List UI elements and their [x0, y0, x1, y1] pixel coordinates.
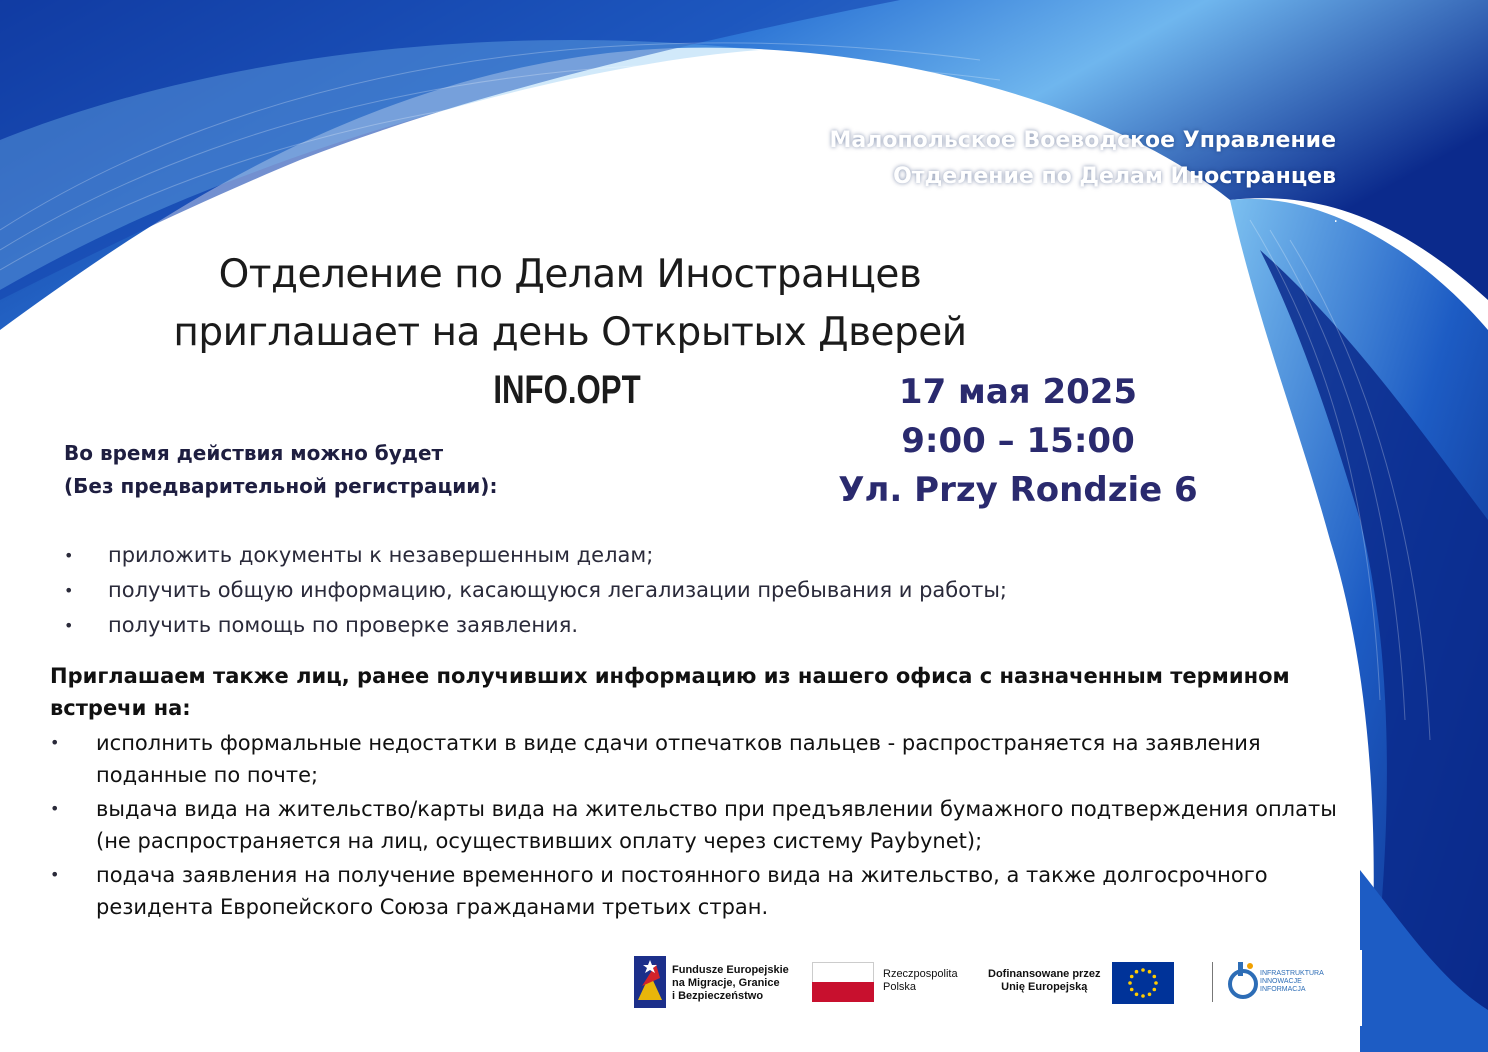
- list-item: [50, 727, 1360, 791]
- list-item-text: подача заявления на получение временного и постоянного вида на жительство, а также долгосрочного резидента Европейского Союза гражданами третьих стран.: [96, 863, 1268, 919]
- eu-flag-icon: [1112, 962, 1174, 1004]
- bullet-icon: •: [64, 581, 74, 600]
- list-item-text: исполнить формальные недостатки в виде сдачи отпечатков пальцев - распространяется на заявления поданные по почте;: [96, 731, 1261, 787]
- event-name: INFO.OPT: [493, 368, 641, 412]
- eu-cofunding-caption-line: Dofinansowane przez: [988, 968, 1101, 980]
- bullet-icon: •: [50, 799, 60, 818]
- eu-funds-caption-line: na Migracje, Granice: [672, 977, 780, 989]
- infrastructure-caption: [1260, 970, 1324, 994]
- list-item-text: приложить документы к незавершенным делам;: [108, 543, 654, 567]
- poland-caption-line: Rzeczpospolita: [883, 968, 958, 980]
- invite-paragraph: Приглашаем также лиц, ранее получивших информацию из нашего офиса с назначенным термином встречи на:: [50, 664, 1290, 720]
- bullet-icon: •: [50, 733, 60, 752]
- poland-caption: [883, 968, 958, 994]
- event-date: 17 мая 2025: [898, 372, 1138, 412]
- office-name: Малопольское Воеводское Управление: [829, 128, 1336, 153]
- event-address: Ул. Przy Rondzie 6: [838, 470, 1198, 510]
- services-list: [64, 538, 1164, 643]
- poland-flag-icon: [812, 962, 874, 1002]
- infrastructure-caption-line: INFRASTRUKTURA: [1260, 970, 1324, 977]
- infrastructure-caption-line: INNOWACJE: [1260, 978, 1302, 985]
- eu-funds-caption-line: Fundusze Europejskie: [672, 964, 789, 976]
- funding-logo-bar: [620, 950, 1362, 1026]
- poland-caption-line: Polska: [883, 981, 917, 993]
- event-time: 9:00 – 15:00: [901, 421, 1135, 461]
- bullet-icon: •: [64, 616, 74, 635]
- infrastructure-caption-line: INFORMACJA: [1260, 986, 1306, 993]
- eu-cofunding-caption-line: Unię Europejską: [1001, 981, 1088, 993]
- eu-cofunding-caption: [988, 968, 1100, 994]
- list-item: [64, 608, 1164, 643]
- eu-funds-caption: [672, 964, 789, 1003]
- eu-funds-caption-line: i Bezpieczeństwo: [672, 990, 764, 1002]
- appointment-list: [50, 727, 1360, 925]
- list-item-text: получить помощь по проверке заявления.: [108, 613, 579, 637]
- list-item-text: выдача вида на жительство/карты вида на жительство при предъявлении бумажного подтверждения оплаты (не распространяется на лиц, осуществивших оплату через систему Paybynet);: [96, 797, 1337, 853]
- header-dot: .: [1333, 210, 1338, 226]
- bullet-icon: •: [64, 546, 74, 565]
- bullet-icon: •: [50, 865, 60, 884]
- logo-divider: [1212, 962, 1213, 1002]
- list-item: [50, 793, 1360, 857]
- eu-funds-logo-icon: [634, 956, 666, 1008]
- headline-line-1: Отделение по Делам Иностранцев: [218, 252, 922, 297]
- list-item: [64, 538, 1164, 573]
- office-department: Отделение по Делам Иностранцев: [893, 164, 1336, 189]
- list-item-text: получить общую информацию, касающуюся легализации пребывания и работы;: [108, 578, 1007, 602]
- list-item: [50, 859, 1360, 923]
- intro-line-1: Во время действия можно будет: [64, 441, 444, 465]
- intro-line-2: (Без предварительной регистрации):: [64, 474, 498, 498]
- infrastructure-logo-icon: [1228, 958, 1258, 1002]
- headline-line-2: приглашает на день Открытых Дверей: [173, 310, 967, 355]
- list-item: [64, 573, 1164, 608]
